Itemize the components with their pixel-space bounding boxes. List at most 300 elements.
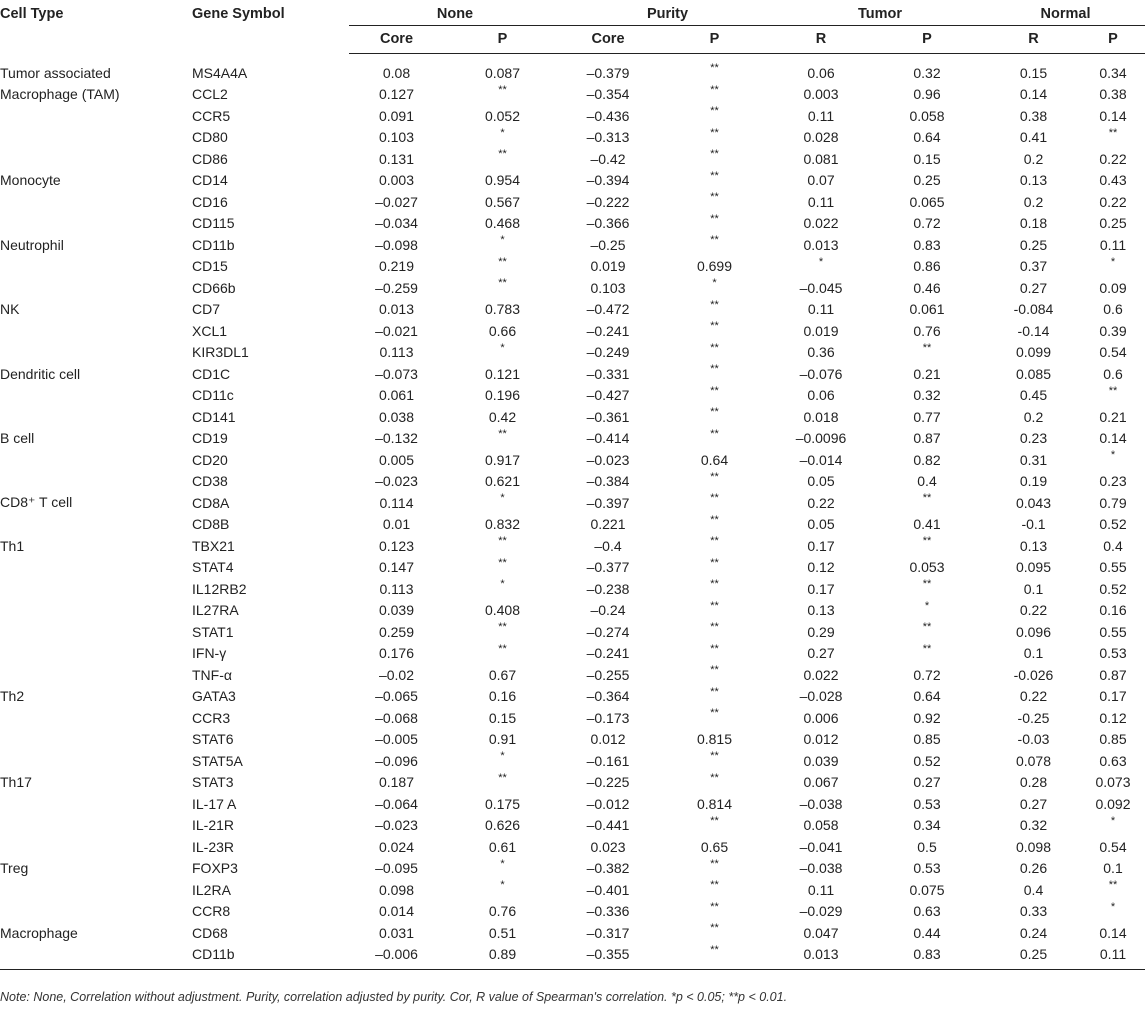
cell-none-p: 0.468 [484,215,521,232]
cell-none-p: ** [498,277,507,289]
cell-normal-p: 0.52 [1099,516,1127,533]
table-row [0,170,1145,192]
cell-normal-p: 0.1 [1103,860,1123,877]
cell-normal-r: -0.25 [1017,709,1050,726]
cell-purity-core: –0.382 [586,860,630,877]
cell-gene-symbol: IL-17 A [192,795,237,812]
cell-none-p: * [500,578,505,590]
cell-cell-type [0,471,192,493]
cell-normal-r: 0.45 [1019,387,1048,404]
cell-normal-p: 0.073 [1095,774,1131,791]
cell-tumor-r: 0.05 [807,473,835,490]
cell-purity-p: ** [710,384,719,397]
table-row [0,428,1145,450]
cell-cell-type: Tumor associated [0,64,111,81]
cell-normal-p: 0.11 [1099,236,1127,253]
cell-gene-symbol: IL-21R [192,817,235,834]
cell-purity-core: –0.364 [586,688,630,705]
cell-tumor-r: 0.17 [807,580,835,597]
cell-normal-r: 0.38 [1019,107,1048,124]
cell-none-p: * [500,879,505,891]
table-row [0,320,1145,342]
cell-none-core: –0.023 [375,473,418,490]
cell-purity-p: 0.65 [700,838,729,855]
cell-tumor-r: 0.06 [807,64,835,81]
cell-cell-type [0,643,192,665]
cell-normal-r: 0.098 [1015,838,1052,855]
cell-gene-symbol: CCR3 [192,709,231,726]
cell-gene-symbol: CCR8 [192,903,231,920]
cell-normal-p: 0.14 [1099,107,1127,124]
cell-tumor-r: 0.012 [803,731,839,748]
cell-tumor-r: 0.081 [803,150,839,167]
cell-tumor-p: 0.44 [913,924,941,941]
cell-cell-type [0,815,192,837]
table-row [0,471,1145,493]
cell-tumor-p: ** [922,492,932,504]
cell-normal-r: 0.043 [1015,494,1052,511]
cell-cell-type [0,514,192,536]
cell-none-core: –0.006 [349,944,444,970]
cell-purity-p: ** [710,664,719,676]
header-sub-normal-p: P [1081,28,1145,54]
cell-cell-type [0,707,192,729]
cell-normal-p: 0.6 [1103,301,1123,318]
cell-gene-symbol: CD16 [192,193,228,210]
cell-purity-p: ** [710,707,719,719]
cell-none-p: 0.408 [484,602,521,619]
table-row [0,191,1145,213]
cell-cell-type [0,664,192,686]
cell-purity-p: ** [710,105,719,117]
cell-tumor-p: 0.53 [913,795,941,812]
cell-none-core: –0.02 [378,666,415,683]
table-row [0,815,1145,837]
cell-none-core: –0.021 [375,322,418,339]
cell-cell-type [0,148,192,170]
cell-none-p: 0.67 [488,666,517,683]
cell-none-core: 0.114 [379,494,414,511]
cell-normal-p: 0.43 [1099,172,1127,189]
cell-none-p: 0.917 [484,451,521,468]
cell-tumor-r: –0.038 [799,795,843,812]
cell-normal-p: 0.85 [1099,731,1127,748]
cell-purity-p: ** [710,148,719,160]
cell-gene-symbol: CD8B [192,516,230,533]
cell-gene-symbol: KIR3DL1 [192,344,249,361]
cell-normal-p: 0.54 [1099,344,1127,361]
table-row [0,492,1145,514]
cell-tumor-r: –0.028 [799,688,843,705]
table-row [0,686,1145,708]
cell-gene-symbol: CD1C [192,365,231,382]
cell-purity-core: –0.401 [586,881,630,898]
cell-purity-core: –0.394 [586,172,630,189]
cell-normal-p: 0.38 [1099,86,1127,103]
cell-normal-p: ** [1108,384,1118,397]
cell-none-core: –0.132 [375,430,418,447]
cell-none-p: 0.121 [484,365,521,382]
cell-purity-core: –0.336 [586,903,630,920]
cell-cell-type [0,127,192,149]
cell-normal-p: 0.4 [1103,537,1123,554]
cell-none-p: ** [498,427,507,440]
cell-cell-type: Dendritic cell [0,365,81,382]
cell-tumor-p: 0.64 [913,688,941,705]
cell-cell-type [0,578,192,600]
table-row [0,557,1145,579]
cell-normal-r: 0.18 [1019,215,1048,232]
cell-tumor-p: 0.83 [868,944,986,970]
cell-gene-symbol: CD15 [192,258,228,275]
cell-purity-p: ** [655,944,774,970]
cell-none-core: 0.005 [378,451,415,468]
cell-purity-core: –0.161 [586,752,630,769]
cell-tumor-p: * [924,599,930,612]
table-row [0,514,1145,536]
cell-tumor-p: 0.52 [913,752,941,769]
table-footnote: Note: None, Correlation without adjustment. Purity, correlation adjusted by purity. Cor, R value of Spearman's correlation. *p < 0.05; **p < 0.01. [0,990,788,1004]
cell-none-p: 0.954 [484,172,521,189]
cell-tumor-p: 0.21 [913,365,941,382]
cell-none-core: –0.096 [375,752,418,769]
header-row-groups [0,6,1145,28]
cell-cell-type: B cell [0,430,35,447]
cell-normal-p: 0.53 [1099,645,1127,662]
cell-none-core: –0.068 [375,709,418,726]
cell-purity-p: ** [710,750,719,762]
cell-cell-type: NK [0,301,20,318]
cell-tumor-r: 0.11 [807,881,835,898]
cell-tumor-p: 0.63 [913,903,941,920]
cell-purity-core: –0.023 [586,451,630,468]
cell-normal-r: 0.099 [1015,344,1052,361]
cell-normal-p: 0.17 [1099,688,1127,705]
cell-none-core: 0.091 [378,107,415,124]
cell-cell-type [0,793,192,815]
cell-cell-type [0,320,192,342]
cell-normal-p: 0.39 [1099,322,1127,339]
table-row [0,772,1145,794]
cell-tumor-r: –0.041 [799,838,843,855]
cell-tumor-p: 0.86 [913,258,941,275]
table-row [0,944,1145,970]
table-row [0,299,1145,321]
cell-tumor-p: ** [922,642,932,655]
cell-cell-type [0,557,192,579]
cell-normal-r: 0.1 [1023,580,1044,597]
cell-none-p: 0.61 [488,838,517,855]
cell-normal-p: 0.34 [1099,64,1127,81]
cell-purity-core: 0.103 [590,279,626,296]
cell-none-p: 0.89 [444,944,561,970]
cell-gene-symbol: CD14 [192,172,228,189]
cell-tumor-r: 0.006 [803,709,839,726]
table-row [0,578,1145,600]
table-row [0,256,1145,278]
cell-purity-core: –0.238 [586,580,630,597]
cell-none-p: 0.15 [488,709,517,726]
cell-cell-type: Th17 [0,774,32,791]
cell-tumor-r: 0.11 [807,107,835,124]
cell-purity-core: –0.355 [561,944,655,970]
cell-none-core: 0.098 [378,881,415,898]
cell-none-core: 0.01 [382,516,411,533]
table-row [0,342,1145,364]
cell-normal-p: * [1110,449,1116,461]
cell-normal-r: 0.15 [1019,64,1048,81]
cell-none-p: 0.087 [484,64,521,81]
cell-tumor-p: 0.27 [913,774,941,791]
cell-purity-p: ** [710,320,719,332]
cell-tumor-p: 0.64 [913,129,941,146]
cell-tumor-r: 0.29 [807,623,835,640]
cell-normal-p: 0.55 [1099,559,1127,576]
cell-normal-p: 0.23 [1099,473,1127,490]
cell-tumor-p: 0.82 [913,451,941,468]
cell-normal-p: 0.54 [1099,838,1127,855]
cell-normal-r: 0.2 [1023,408,1044,425]
cell-purity-p: ** [710,857,719,870]
cell-tumor-p: 0.53 [913,860,941,877]
table-row [0,858,1145,880]
cell-none-p: 0.832 [484,516,521,533]
cell-purity-p: 0.814 [696,795,733,812]
cell-purity-core: –0.222 [586,193,630,210]
cell-normal-r: 0.078 [1015,752,1052,769]
cell-purity-core: –0.354 [586,86,630,103]
cell-normal-p: 0.12 [1099,709,1127,726]
cell-purity-core: –0.366 [586,215,630,232]
header-cell-type: Cell Type [0,6,64,22]
cell-tumor-p: 0.32 [913,64,941,81]
cell-cell-type [0,191,192,213]
cell-normal-r: 0.13 [1019,537,1048,554]
cell-purity-p: 0.699 [696,258,733,275]
cell-none-p: 0.196 [484,387,521,404]
cell-purity-core: –0.255 [586,666,630,683]
cell-gene-symbol: CD11b [192,944,349,970]
cell-purity-core: –0.414 [586,430,630,447]
cell-purity-p: ** [710,191,719,203]
cell-purity-p: ** [710,578,719,590]
cell-purity-core: –0.274 [586,623,630,640]
header-group-tumor: Tumor [774,6,986,28]
cell-tumor-p: 0.41 [913,516,941,533]
cell-purity-core: 0.221 [590,516,626,533]
cell-gene-symbol: CD68 [192,924,228,941]
table-row [0,105,1145,127]
cell-purity-p: ** [710,621,719,633]
table-row [0,600,1145,622]
cell-purity-core: –0.379 [586,64,630,81]
cell-tumor-r: –0.038 [799,860,843,877]
table-row [0,901,1145,923]
cell-purity-p: ** [710,406,719,418]
cell-tumor-p: 0.72 [913,666,941,683]
table-row [0,54,1145,84]
cell-purity-core: –0.225 [586,774,630,791]
cell-cell-type [0,750,192,772]
cell-tumor-r: 0.05 [807,516,835,533]
cell-tumor-r: 0.013 [774,944,868,970]
cell-purity-p: ** [710,814,719,827]
cell-gene-symbol: STAT4 [192,559,234,576]
cell-purity-p: ** [710,685,719,698]
cell-tumor-r: 0.13 [807,602,835,619]
cell-normal-r: -0.026 [1013,666,1054,683]
cell-normal-r: 0.32 [1019,817,1048,834]
cell-none-core: 0.08 [382,64,411,81]
cell-normal-r: 0.2 [1023,193,1044,210]
cell-purity-core: –0.4 [594,537,622,554]
cell-gene-symbol: IL-23R [192,838,235,855]
cell-none-p: ** [498,556,507,569]
header-sub-purity-core: Core [561,28,655,54]
cell-gene-symbol: CD20 [192,451,228,468]
cell-cell-type [0,621,192,643]
cell-normal-r: 0.13 [1019,172,1048,189]
table-row [0,449,1145,471]
cell-tumor-p: 0.065 [909,193,945,210]
cell-none-core: –0.095 [375,860,418,877]
cell-gene-symbol: CCR5 [192,107,231,124]
cell-none-core: 0.103 [378,129,415,146]
cell-none-core: 0.259 [378,623,415,640]
cell-gene-symbol: XCL1 [192,322,228,339]
cell-tumor-r: 0.013 [803,236,839,253]
cell-normal-r: 0.27 [1019,279,1048,296]
cell-purity-core: –0.377 [586,559,630,576]
cell-purity-p: ** [710,298,719,311]
cell-none-core: 0.113 [379,344,414,361]
cell-cell-type: Neutrophil [0,236,64,253]
cell-purity-p: 0.64 [700,451,729,468]
cell-tumor-p: 0.4 [917,473,937,490]
cell-purity-p: ** [710,341,719,354]
cell-cell-type: Th1 [0,537,25,554]
cell-normal-p: 0.21 [1099,408,1127,425]
cell-none-p: 0.567 [484,193,521,210]
cell-tumor-r: 0.058 [803,817,839,834]
table-row [0,664,1145,686]
cell-purity-p: ** [710,642,719,655]
cell-gene-symbol: CD86 [192,150,228,167]
cell-gene-symbol: CD66b [192,279,236,296]
cell-none-p: 0.76 [488,903,517,920]
cell-purity-p: ** [710,212,719,225]
cell-tumor-p: 0.25 [913,172,941,189]
cell-purity-p: ** [710,62,719,74]
cell-tumor-p: 0.075 [909,881,945,898]
cell-none-core: 0.014 [378,903,415,920]
cell-tumor-p: 0.72 [913,215,941,232]
cell-tumor-p: 0.83 [913,236,941,253]
cell-none-p: ** [498,771,507,784]
cell-tumor-r: 0.039 [803,752,839,769]
cell-tumor-p: 0.15 [913,150,941,167]
cell-purity-p: ** [710,879,719,891]
cell-normal-p: 0.79 [1099,494,1127,511]
cell-purity-core: –0.427 [586,387,630,404]
cell-purity-core: 0.023 [590,838,626,855]
cell-tumor-p: 0.46 [913,279,941,296]
cell-normal-p: 0.14 [1099,430,1127,447]
cell-cell-type [0,256,192,278]
cell-none-p: 0.51 [488,924,517,941]
cell-purity-core: –0.313 [586,129,630,146]
cell-tumor-r: 0.06 [807,387,835,404]
cell-tumor-p: 0.32 [913,387,941,404]
cell-none-p: 0.783 [484,301,521,318]
cell-none-core: –0.034 [375,215,418,232]
cell-purity-core: –0.317 [586,924,630,941]
cell-gene-symbol: CD19 [192,430,228,447]
cell-purity-core: –0.241 [586,645,630,662]
cell-none-p: 0.66 [488,322,517,339]
cell-purity-p: ** [710,470,719,483]
cell-none-p: ** [498,621,507,633]
cell-tumor-r: –0.014 [799,451,843,468]
cell-purity-p: ** [710,771,719,784]
cell-purity-p: ** [710,513,719,526]
cell-none-core: 0.031 [378,924,415,941]
cell-cell-type [0,213,192,235]
cell-none-core: –0.064 [375,795,418,812]
header-sub-normal-r: R [986,28,1081,54]
cell-tumor-r: 0.003 [803,86,839,103]
cell-normal-r: 0.096 [1015,623,1052,640]
cell-normal-r: 0.41 [1019,129,1048,146]
cell-normal-r: 0.26 [1019,860,1048,877]
cell-tumor-r: 0.018 [803,408,839,425]
cell-normal-p: 0.6 [1103,365,1123,382]
cell-cell-type [0,729,192,751]
cell-normal-r: -0.14 [1017,322,1050,339]
header-gene-symbol: Gene Symbol [192,6,285,22]
cell-normal-p: 0.14 [1099,924,1127,941]
table-row [0,836,1145,858]
cell-tumor-p: ** [922,535,932,547]
table-row [0,234,1145,256]
cell-tumor-r: * [818,255,824,268]
cell-purity-core: –0.42 [590,150,626,167]
cell-none-p: 0.175 [484,795,521,812]
cell-none-core: –0.027 [375,193,418,210]
cell-tumor-p: ** [922,578,932,590]
cell-purity-core: –0.472 [586,301,630,318]
cell-none-p: * [500,750,505,762]
cell-none-p: 0.621 [484,473,521,490]
cell-purity-core: –0.012 [586,795,630,812]
header-group-purity: Purity [561,6,774,28]
cell-none-core: –0.065 [375,688,418,705]
cell-none-p: ** [498,535,507,547]
cell-normal-r: 0.1 [1023,645,1044,662]
table-row [0,750,1145,772]
cell-gene-symbol: CD115 [192,215,235,232]
cell-normal-p: 0.09 [1099,279,1127,296]
cell-normal-p: 0.16 [1099,602,1127,619]
cell-tumor-p: 0.061 [909,301,945,318]
cell-normal-p: * [1110,900,1116,913]
cell-none-core: 0.187 [378,774,415,791]
cell-normal-r: 0.25 [1019,236,1048,253]
table-row [0,621,1145,643]
cell-gene-symbol: CCL2 [192,86,228,103]
cell-none-core: –0.259 [375,279,418,296]
cell-normal-p: 0.87 [1099,666,1127,683]
